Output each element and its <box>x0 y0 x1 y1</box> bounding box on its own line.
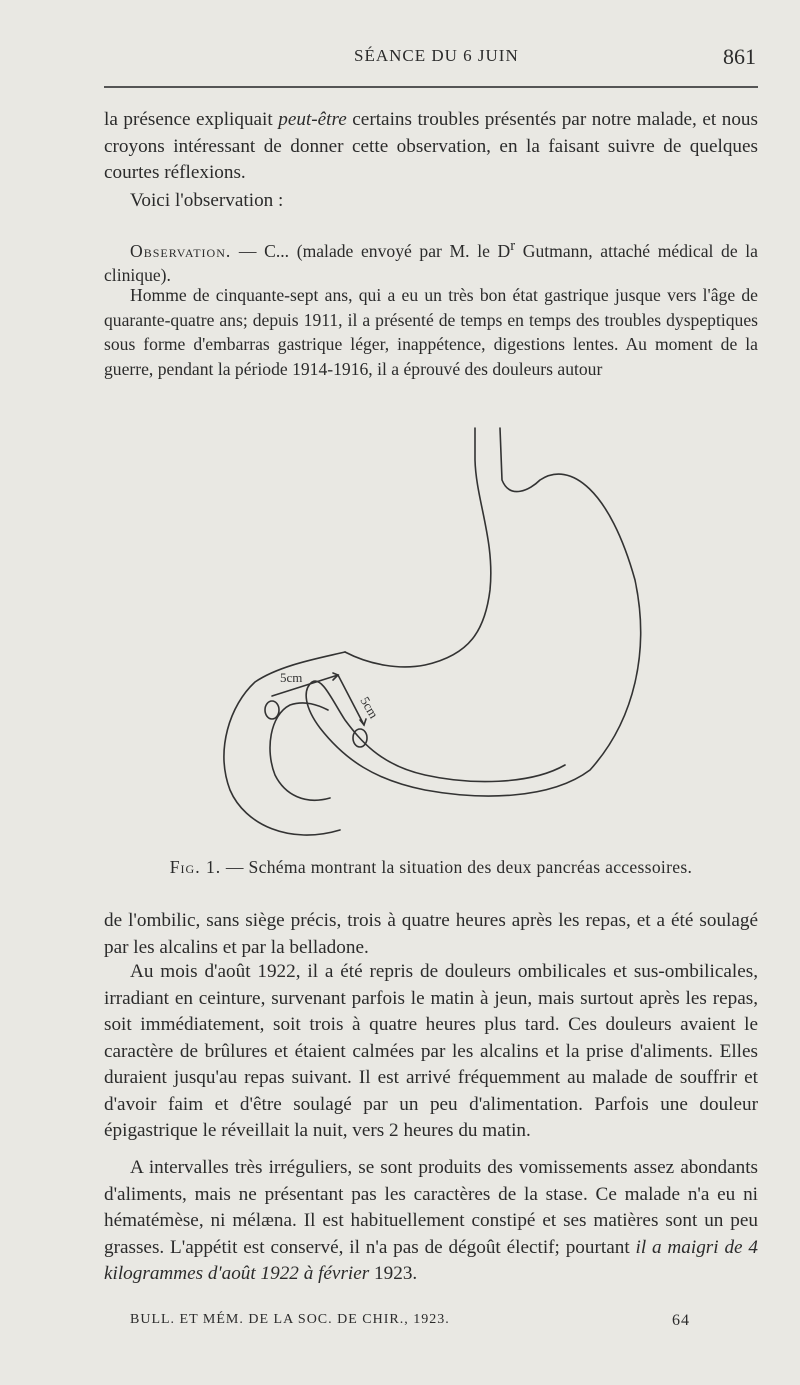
pancreas-nodule-1 <box>265 701 279 719</box>
para3-italic: il a maigri de 4 kilogrammes d'août 1922 à février <box>104 1236 758 1284</box>
caption-text: — Schéma montrant la situation des deux pancréas accessoires. <box>221 857 693 877</box>
stomach-diagram <box>210 420 660 850</box>
intro-text-b: certains troubles présentés par notre malade, et nous croyons intéressant de donner cette observation, en la faisant suivre de quelques courtes réflexions. <box>104 109 758 183</box>
journal-reference: BULL. ET MÉM. DE LA SOC. DE CHIR., 1923. <box>130 1312 450 1327</box>
greater-curvature-outline <box>306 428 640 796</box>
body-paragraph-3 <box>104 1155 758 1288</box>
intro-paragraph <box>104 107 758 187</box>
intro-italic: peut-être <box>278 109 347 130</box>
body-paragraph-2: Au mois d'août 1922, il a été repris de douleurs ombilicales et sus-ombilicales, irradiant en ceinture, survenant parfois le matin à jeun, mais surtout après les repas, soit immédiatement, soit trois à quatre heures plus tard. Ces douleurs avaient le caractère de brûlures et étaient calmées par les alcalins et la prise d'aliments. Elles duraient jusqu'au repas suivant. Il est arrivé fréquemment au malade de souffrir et d'avoir faim et d'être soulagé par un peu d'alimentation. Parfois une douleur épigastrique le réveillait la nuit, vers 2 heures du matin. <box>104 961 758 1141</box>
observation-heading <box>104 234 758 288</box>
annotation-left: 5cm <box>280 670 303 685</box>
observation-label: Observation. <box>130 240 232 261</box>
figure-caption <box>104 857 758 878</box>
para3-end: 1923. <box>369 1263 418 1284</box>
lesser-curvature-outline <box>345 428 491 667</box>
page-number: 861 <box>723 44 756 69</box>
observation-paragraph: Homme de cinquante-sept ans, qui a eu un très bon état gastrique jusque vers l'âge de quarante-quatre ans; depuis 1911, il a présenté de temps en temps des troubles dyspeptiques sous forme d'embarras gastrique léger, inappétence, digestions lentes. Au moment de la guerre, pendant la période 1914-1916, il a éprouvé des douleurs autour <box>104 285 758 379</box>
duodenum-inner <box>270 703 330 800</box>
signature-mark: 64 <box>672 1312 690 1329</box>
observation-text-a: — C... (malade envoyé par M. le D <box>231 240 511 261</box>
running-title: SÉANCE DU 6 JUIN <box>354 46 519 65</box>
figure-label: Fig. 1. <box>169 857 222 877</box>
page-footer <box>130 1312 690 1336</box>
annotation-right: 5cm <box>357 694 382 721</box>
intro-line: Voici l'observation : <box>130 190 284 211</box>
observation-sup: r <box>510 238 516 254</box>
intro-text-a: la présence expliquait <box>104 109 279 130</box>
header-rule <box>104 86 758 88</box>
running-head <box>100 44 760 74</box>
para3-text: A intervalles très irréguliers, se sont produits des vomissements assez abondants d'aliments, mais ne présentant pas les caractères de la stase. Ce malade n'a eu ni hématémèse, ni mélæna. Il est habituellement constipé et ses matières sont un peu grasses. L'appétit est conservé, il n'a pas de dégoût électif; pourtant <box>104 1157 758 1258</box>
body-paragraph-1: de l'ombilic, sans siège précis, trois à quatre heures après les repas, et a été soulagé par les alcalins et par la belladone. <box>104 910 758 958</box>
observation-text-b: Gutmann, attaché médical de la clinique). <box>104 240 758 286</box>
